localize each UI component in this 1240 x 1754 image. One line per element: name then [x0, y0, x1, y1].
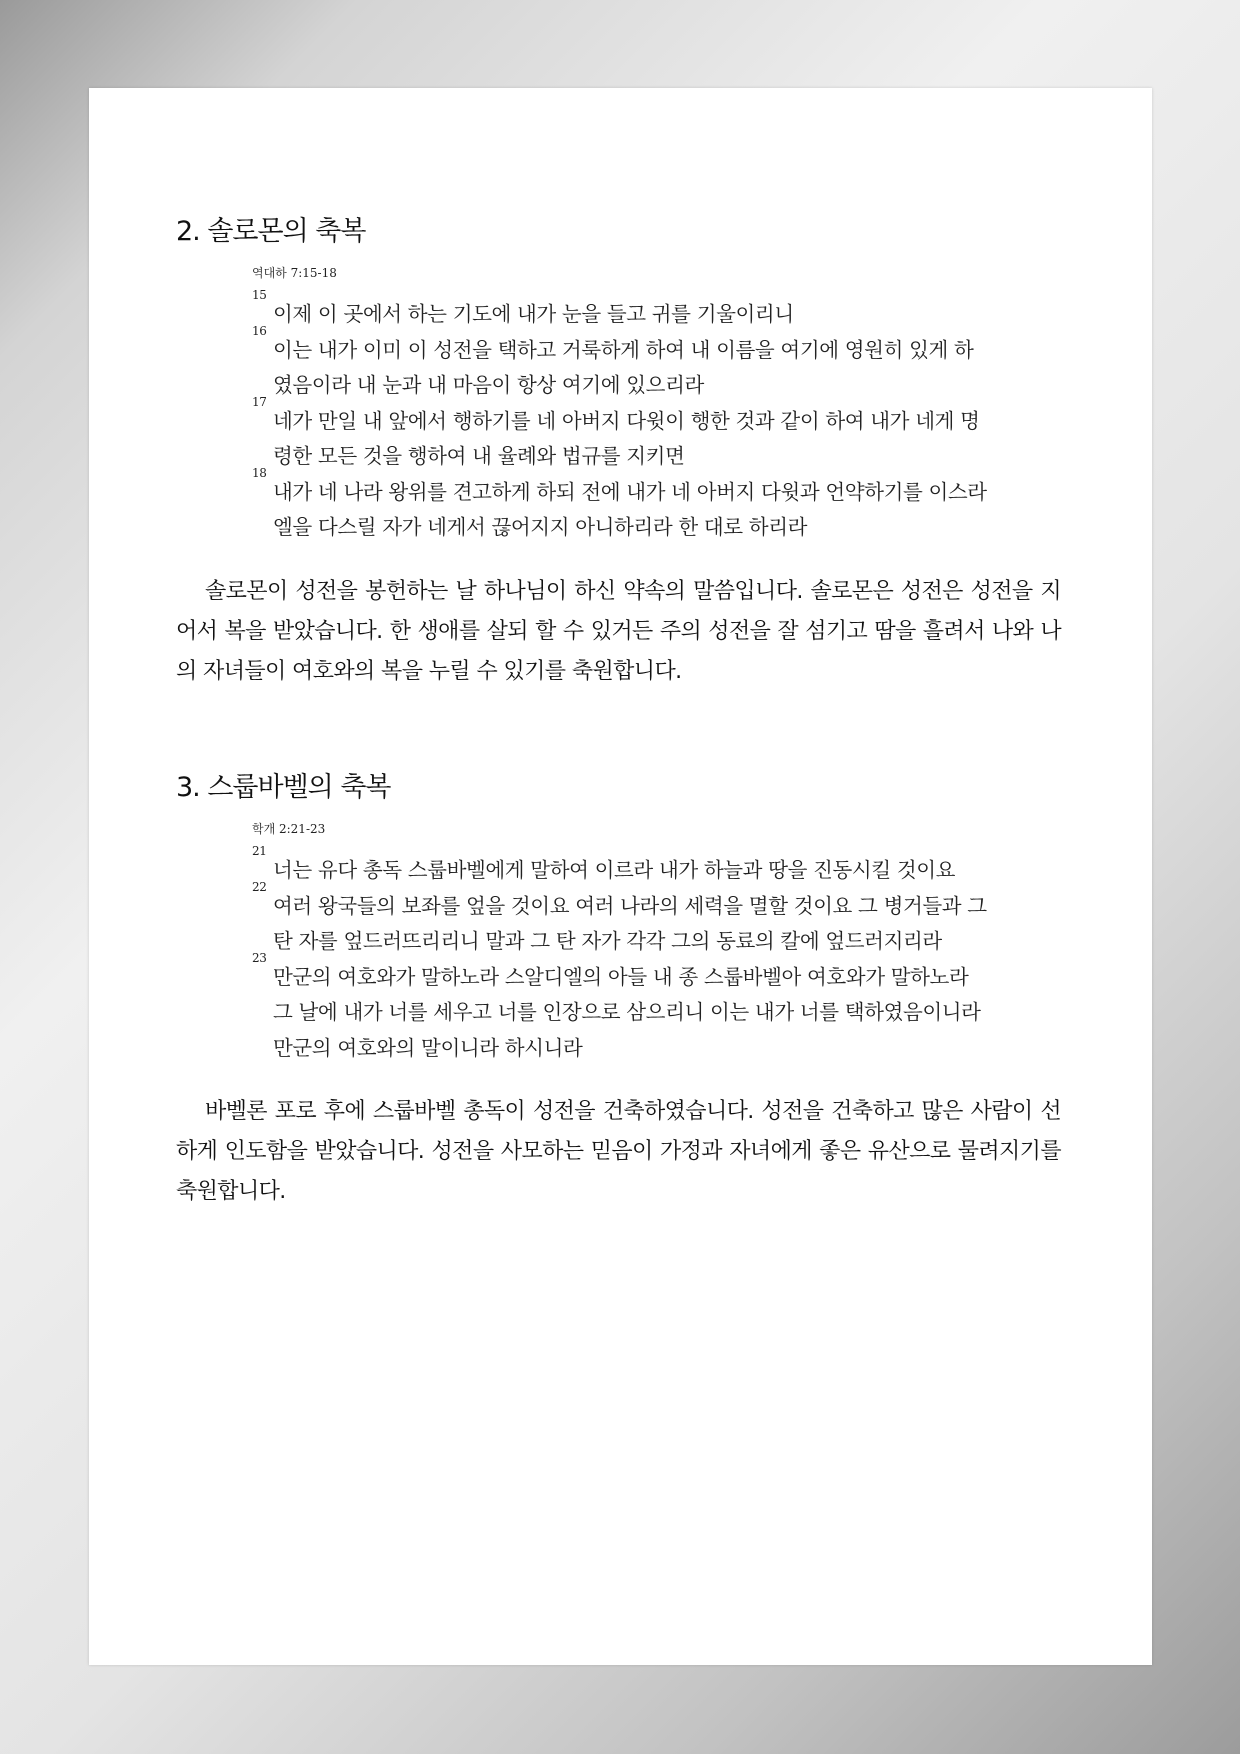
verse-text: 이제 이 곳에서 하는 기도에 내가 눈을 들고 귀를 기울이리니 — [273, 302, 794, 326]
verse — [252, 288, 992, 333]
document-page — [89, 88, 1152, 1665]
verse-text: 여러 왕국들의 보좌를 엎을 것이요 여러 나라의 세력을 멸할 것이요 그 병거들과 그 탄 자를 엎드러뜨리리니 말과 그 탄 자가 각각 그의 동료의 칼에 엎드러지리라 — [273, 893, 987, 953]
verse — [252, 465, 992, 546]
verse — [252, 950, 992, 1067]
verse-number: 15 — [252, 288, 267, 302]
sermon-paragraph: 솔로몬이 성전을 봉헌하는 날 하나님이 하신 약속의 말씀입니다. 솔로몬은 성전은 성전을 지어서 복을 받았습니다. 한 생애를 살되 할 수 있거든 주의 성전을 잘 섬기고 땀을 흘려서 나와 나의 자녀들이 여호와의 복을 누릴 수 있기를 축원합니다. — [176, 578, 1061, 684]
scripture-reference: 역대하 7:15-18 — [252, 266, 337, 280]
sermon-paragraph: 바벨론 포로 후에 스룹바벨 총독이 성전을 건축하였습니다. 성전을 건축하고 많은 사람이 선하게 인도함을 받았습니다. 성전을 사모하는 믿음이 가정과 자녀에게 좋은 유산으로 물려지기를 축원합니다. — [176, 1099, 1061, 1204]
section-solomon-blessing — [176, 215, 1076, 692]
verse-text: 네가 만일 내 앞에서 행하기를 네 아버지 다윗이 행한 것과 같이 하여 내가 네게 명령한 모든 것을 행하여 내 율례와 법규를 지키면 — [273, 408, 980, 468]
section-heading: 3. 스룹바벨의 축복 — [176, 772, 391, 803]
verse-number: 16 — [252, 323, 267, 338]
verse — [252, 844, 992, 889]
verse — [252, 879, 992, 960]
verse-text: 너는 유다 총독 스룹바벨에게 말하여 이르라 내가 하늘과 땅을 진동시킬 것이요 — [273, 858, 956, 882]
verse-number: 23 — [252, 950, 267, 965]
section-heading: 2. 솔로몬의 축복 — [176, 216, 366, 247]
verse-number: 18 — [252, 465, 267, 480]
verse-list — [252, 844, 992, 1066]
verse-number: 22 — [252, 879, 267, 894]
section-zerubbabel-blessing — [176, 771, 1076, 1212]
verse-text: 만군의 여호와가 말하노라 스알디엘의 아들 내 종 스룹바벨아 여호와가 말하노라 그 날에 내가 너를 세우고 너를 인장으로 삼으리니 이는 내가 너를 택하였음이니라 만군의 여호와의 말이니라 하시니라 — [273, 964, 981, 1060]
verse-number: 17 — [252, 394, 267, 409]
verse — [252, 323, 992, 404]
verse-text: 내가 네 나라 왕위를 견고하게 하되 전에 내가 네 아버지 다윗과 언약하기를 이스라엘을 다스릴 자가 네게서 끊어지지 아니하리라 한 대로 하리라 — [273, 479, 987, 539]
verse-number: 21 — [252, 844, 267, 858]
verse-text: 이는 내가 이미 이 성전을 택하고 거룩하게 하여 내 이름을 여기에 영원히 있게 하였음이라 내 눈과 내 마음이 항상 여기에 있으리라 — [273, 337, 974, 397]
verse-list — [252, 288, 992, 546]
verse — [252, 394, 992, 475]
scripture-reference: 학개 2:21-23 — [252, 822, 326, 836]
